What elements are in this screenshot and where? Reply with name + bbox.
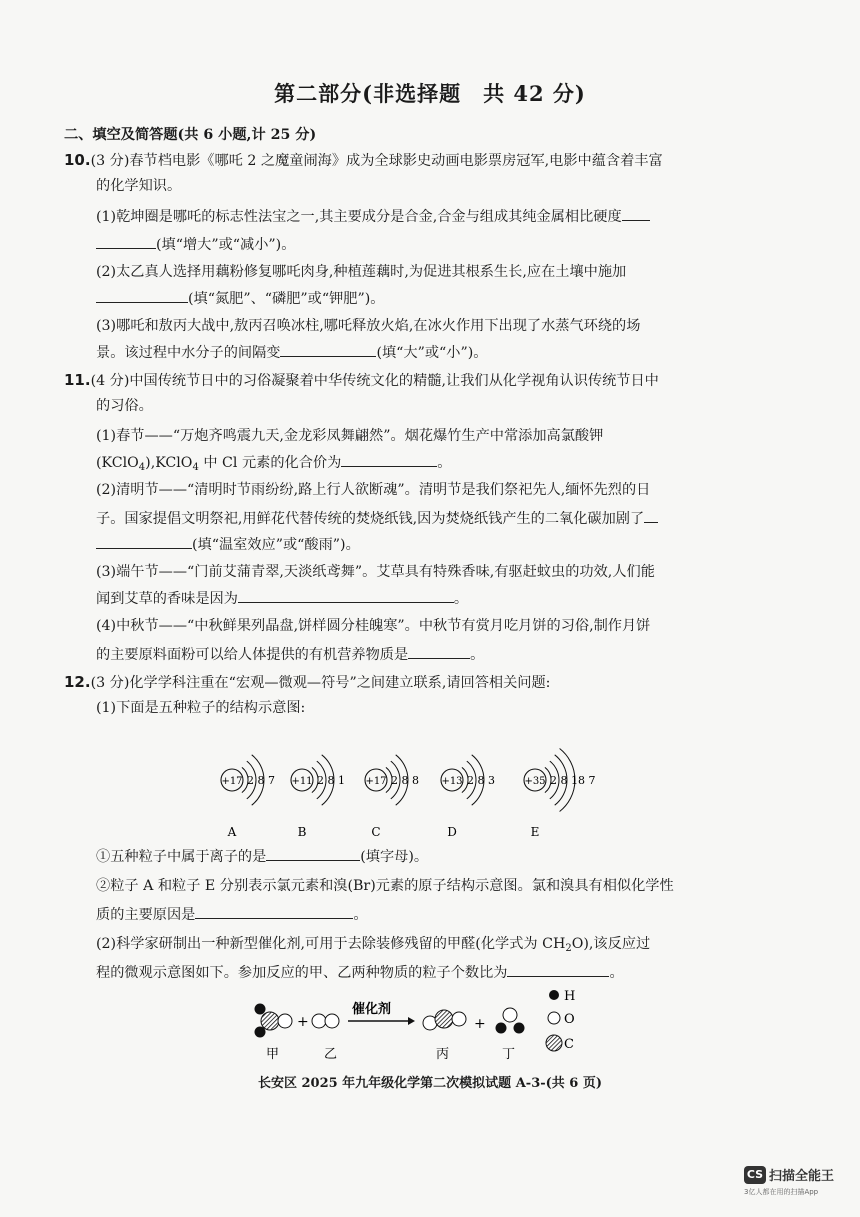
molecule-bing — [423, 1010, 466, 1030]
q11-part3-cont: 闻到艾草的香味是因为 。 — [96, 588, 468, 609]
legend-o: O — [564, 1012, 575, 1027]
q11-line2: 的习俗。 — [96, 398, 153, 414]
atom-diagram-b — [291, 755, 345, 839]
q11-number: 11. — [64, 371, 91, 389]
answer-blank[interactable] — [266, 846, 360, 861]
answer-blank[interactable] — [341, 452, 437, 467]
nucleus-charge: +35 — [524, 776, 546, 787]
molecule-ding — [496, 1008, 525, 1034]
atom-diagram-c — [365, 755, 419, 839]
q12-part2-cont: 程的微观示意图如下。参加反应的甲、乙两种物质的粒子个数比为 。 — [96, 962, 624, 983]
electron-counts: 2 8 8 — [391, 774, 419, 787]
particle-label: D — [447, 825, 457, 839]
answer-blank[interactable] — [507, 962, 609, 977]
legend-h: H — [564, 989, 576, 1004]
nucleus-charge: +11 — [291, 776, 313, 787]
brand-logo: CS — [744, 1166, 766, 1184]
electron-counts: 2 8 7 — [247, 774, 275, 787]
q11-part2-cont2: (填“温室效应”或“酸雨”)。 — [96, 534, 360, 555]
atom-diagram-a — [221, 755, 275, 839]
nucleus-charge: +13 — [441, 776, 463, 787]
part-title: 第二部分(非选择题 共 42 分) — [274, 81, 586, 106]
atom-diagram-d — [441, 755, 495, 839]
particle-label: E — [530, 825, 540, 839]
electron-counts: 2 8 3 — [467, 774, 495, 787]
q10-number: 10. — [64, 151, 91, 169]
legend-c: C — [564, 1037, 574, 1052]
electron-counts: 2 8 18 7 — [550, 774, 596, 787]
answer-blank[interactable] — [96, 288, 188, 303]
q12-number: 12. — [64, 673, 91, 691]
q12-sub1: ①五种粒子中属于离子的是 (填字母)。 — [96, 846, 428, 867]
particle-label: C — [371, 825, 381, 839]
particle-label: B — [297, 825, 307, 839]
q11-part2-cont: 子。国家提倡文明祭祀,用鲜花代替传统的焚烧纸钱,因为焚烧纸钱产生的二氧化碳加剧了 — [96, 508, 658, 529]
brand-name: 扫描全能王 — [769, 1169, 835, 1184]
label-jia: 甲 — [266, 1047, 280, 1062]
scanner-watermark — [744, 1164, 854, 1197]
answer-blank[interactable] — [280, 342, 376, 357]
answer-blank[interactable] — [195, 904, 353, 919]
q11-part2: (2)清明节——“清明时节雨纷纷,路上行人欲断魂”。清明节是我们祭祀先人,缅怀先烈的日 — [96, 482, 651, 498]
catalyst-label: 催化剂 — [352, 1002, 392, 1017]
legend-c-symbol — [546, 1035, 562, 1051]
q11-part4: (4)中秋节——“中秋鲜果列晶盘,饼样圆分桂魄寒”。中秋节有赏月吃月饼的习俗,制作月饼 — [96, 618, 651, 634]
answer-blank[interactable] — [622, 206, 650, 221]
atom-diagram-e — [524, 749, 595, 840]
label-bing: 丙 — [436, 1047, 450, 1062]
label-ding: 丁 — [502, 1047, 516, 1062]
electron-counts: 2 8 1 — [317, 774, 345, 787]
q10-line1: 10.(3 分)春节档电影《哪吒 2 之魔童闹海》成为全球影史动画电影票房冠军,电影中蕴含着丰富 — [64, 151, 663, 169]
answer-blank[interactable] — [408, 644, 470, 659]
q11-part3: (3)端午节——“门前艾蒲青翠,天淡纸鸢舞”。艾草具有特殊香味,有驱赶蚊虫的功效,人们能 — [96, 564, 655, 580]
plus-sign: + — [474, 1016, 486, 1032]
particle-label: A — [227, 825, 237, 839]
nucleus-charge: +17 — [221, 776, 243, 787]
q12-sub2-cont: 质的主要原因是 。 — [96, 904, 368, 925]
q11-line1: 11.(4 分)中国传统节日中的习俗凝聚着中华传统文化的精髓,让我们从化学视角认识传统节日中 — [64, 371, 659, 389]
answer-blank[interactable] — [96, 534, 192, 549]
label-yi: 乙 — [324, 1047, 338, 1062]
q11-part1-cont: (KClO$_4$),KClO$_4$ 中 Cl 元素的化合价为 。 — [96, 452, 451, 478]
q12-part1: (1)下面是五种粒子的结构示意图: — [96, 700, 306, 716]
atomic-structure-diagrams — [180, 716, 650, 846]
q10-part3-cont: 景。该过程中水分子的间隔变 (填“大”或“小”)。 — [96, 342, 487, 363]
q10-line2: 的化学知识。 — [96, 178, 182, 194]
molecule-yi — [312, 1014, 339, 1028]
brand-tagline: 3亿人都在用的扫描App — [744, 1188, 819, 1196]
answer-blank[interactable] — [644, 508, 658, 523]
q10-part1: (1)乾坤圈是哪吒的标志性法宝之一,其主要成分是合金,合金与组成其纯金属相比硬度 — [96, 206, 650, 227]
answer-blank[interactable] — [238, 588, 454, 603]
q12-sub2: ②粒子 A 和粒子 E 分别表示氯元素和溴(Br)元素的原子结构示意图。氯和溴具有相似化学性 — [96, 878, 674, 894]
q10-part2: (2)太乙真人选择用藕粉修复哪吒肉身,种植莲藕时,为促进其根系生长,应在土壤中施加 — [96, 264, 627, 280]
q10-part1-cont: (填“增大”或“减小”)。 — [96, 234, 295, 255]
q12-part2: (2)科学家研制出一种新型催化剂,可用于去除装修残留的甲醛(化学式为 $CH_2O$),该反应过 — [96, 936, 651, 954]
reaction-diagram — [248, 984, 588, 1064]
q12-line1: 12.(3 分)化学学科注重在“宏观—微观—符号”之间建立联系,请回答相关问题: — [64, 673, 551, 691]
nucleus-charge: +17 — [365, 776, 387, 787]
molecule-jia — [255, 1004, 293, 1038]
q10-part2-cont: (填“氮肥”、“磷肥”或“钾肥”)。 — [96, 288, 384, 309]
page-footer: 长安区 2025 年九年级化学第二次模拟试题 A-3-(共 6 页) — [257, 1076, 603, 1091]
legend-h-symbol — [549, 990, 559, 1000]
arrow-head — [408, 1017, 415, 1025]
q10-part3: (3)哪吒和敖丙大战中,敖丙召唤冰柱,哪吒释放火焰,在冰火作用下出现了水蒸气环绕的场 — [96, 318, 641, 334]
q11-part1: (1)春节——“万炮齐鸣震九天,金龙彩凤舞翩然”。烟花爆竹生产中常添加高氯酸钾 — [96, 428, 604, 444]
legend-o-symbol — [548, 1012, 560, 1024]
legend — [546, 989, 575, 1052]
q11-part4-cont: 的主要原料面粉可以给人体提供的有机营养物质是 。 — [96, 644, 484, 665]
section-heading: 二、填空及简答题(共 6 小题,计 25 分) — [64, 127, 317, 143]
plus-sign: + — [297, 1014, 309, 1030]
answer-blank[interactable] — [96, 234, 156, 249]
